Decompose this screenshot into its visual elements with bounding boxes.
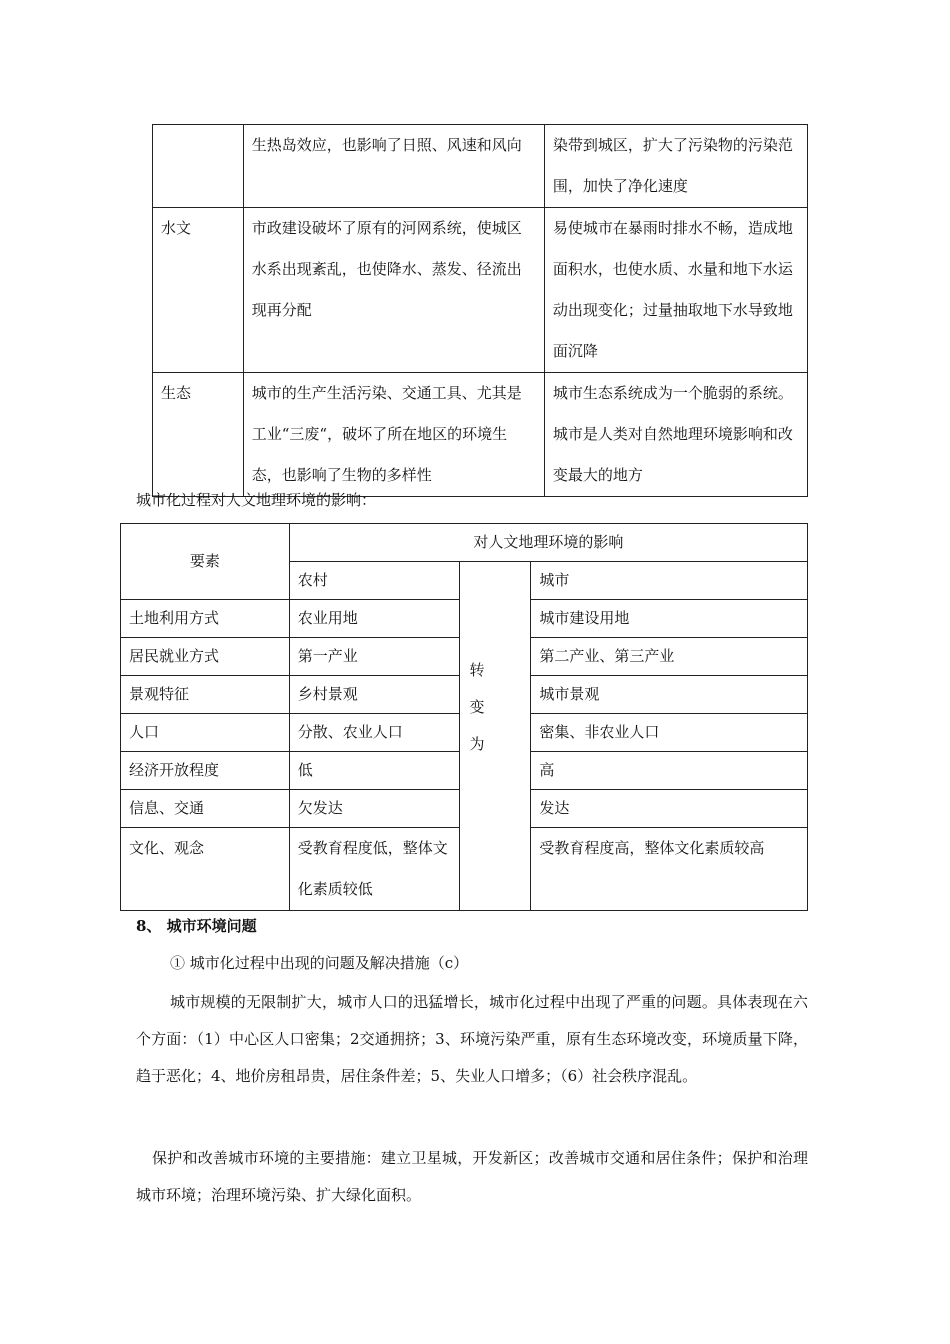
table-row <box>153 373 808 497</box>
cell-rural: 分散、农业人口 <box>289 714 459 752</box>
paragraph-measures: 保护和改善城市环境的主要措施：建立卫星城，开发新区；改善城市交通和居住条件；保护和治理城市环境；治理环境污染、扩大绿化面积。 <box>136 1149 808 1204</box>
cell-factor: 土地利用方式 <box>121 600 290 638</box>
paragraph-problems: 城市规模的无限制扩大，城市人口的迅猛增长，城市化过程中出现了严重的问题。具体表现在六个方面：（1）中心区人口密集；2交通拥挤；3、环境污染严重，原有生态环境改变，环境质量下降，趋于恶化；4、地价房租昂贵，居住条件差；5、失业人口增多；（6）社会秩序混乱。 <box>136 993 808 1085</box>
cell-factor: 文化、观念 <box>121 828 290 911</box>
table-row <box>153 125 808 208</box>
cell-rural: 低 <box>289 752 459 790</box>
transform-char: 转 <box>469 661 485 679</box>
table-cell-factor: 水文 <box>153 208 244 373</box>
header-factor: 要素 <box>121 524 290 600</box>
cell-urban: 密集、非农业人口 <box>531 714 808 752</box>
table-cell-cause: 市政建设破坏了原有的河网系统，使城区水系出现紊乱，也使降水、蒸发、径流出现再分配 <box>243 208 544 373</box>
section-title: 8、 城市环境问题 <box>136 917 257 935</box>
cell-urban: 发达 <box>531 790 808 828</box>
cell-urban: 受教育程度高，整体文化素质较高 <box>531 828 808 911</box>
table-cell-factor: 生态 <box>153 373 244 497</box>
table-row <box>153 208 808 373</box>
cell-rural: 乡村景观 <box>289 676 459 714</box>
table-cell-effect: 染带到城区，扩大了污染物的污染范围，加快了净化速度 <box>544 125 807 208</box>
table-cell-cause: 城市的生产生活污染、交通工具、尤其是工业“三废“，破坏了所在地区的环境生态，也影响了生物的多样性 <box>243 373 544 497</box>
cell-factor: 景观特征 <box>121 676 290 714</box>
cell-rural: 第一产业 <box>289 638 459 676</box>
table-cell-factor <box>153 125 244 208</box>
cell-factor: 经济开放程度 <box>121 752 290 790</box>
table-header-row <box>121 524 808 562</box>
cell-rural: 欠发达 <box>289 790 459 828</box>
environment-impact-table <box>152 124 808 497</box>
subsection-title: ① 城市化过程中出现的问题及解决措施（c） <box>170 954 469 972</box>
transform-char: 为 <box>469 735 485 753</box>
header-urban: 城市 <box>531 562 808 600</box>
cell-rural: 受教育程度低，整体文化素质较低 <box>289 828 459 911</box>
cell-urban: 城市景观 <box>531 676 808 714</box>
table-cell-cause: 生热岛效应，也影响了日照、风速和风向 <box>243 125 544 208</box>
cell-factor: 人口 <box>121 714 290 752</box>
cell-factor: 信息、交通 <box>121 790 290 828</box>
transform-char: 变 <box>469 698 485 716</box>
table-caption: 城市化过程对人文地理环境的影响： <box>136 491 377 509</box>
cell-factor: 居民就业方式 <box>121 638 290 676</box>
header-rural: 农村 <box>289 562 459 600</box>
cell-urban: 第二产业、第三产业 <box>531 638 808 676</box>
cell-urban: 高 <box>531 752 808 790</box>
transform-column <box>459 562 531 911</box>
header-impact: 对人文地理环境的影响 <box>289 524 807 562</box>
table-cell-effect: 城市生态系统成为一个脆弱的系统。城市是人类对自然地理环境影响和改变最大的地方 <box>544 373 807 497</box>
table-cell-effect: 易使城市在暴雨时排水不畅，造成地面积水，也使水质、水量和地下水运动出现变化；过量抽取地下水导致地面沉降 <box>544 208 807 373</box>
cell-urban: 城市建设用地 <box>531 600 808 638</box>
cell-rural: 农业用地 <box>289 600 459 638</box>
human-geography-impact-table <box>120 523 808 911</box>
